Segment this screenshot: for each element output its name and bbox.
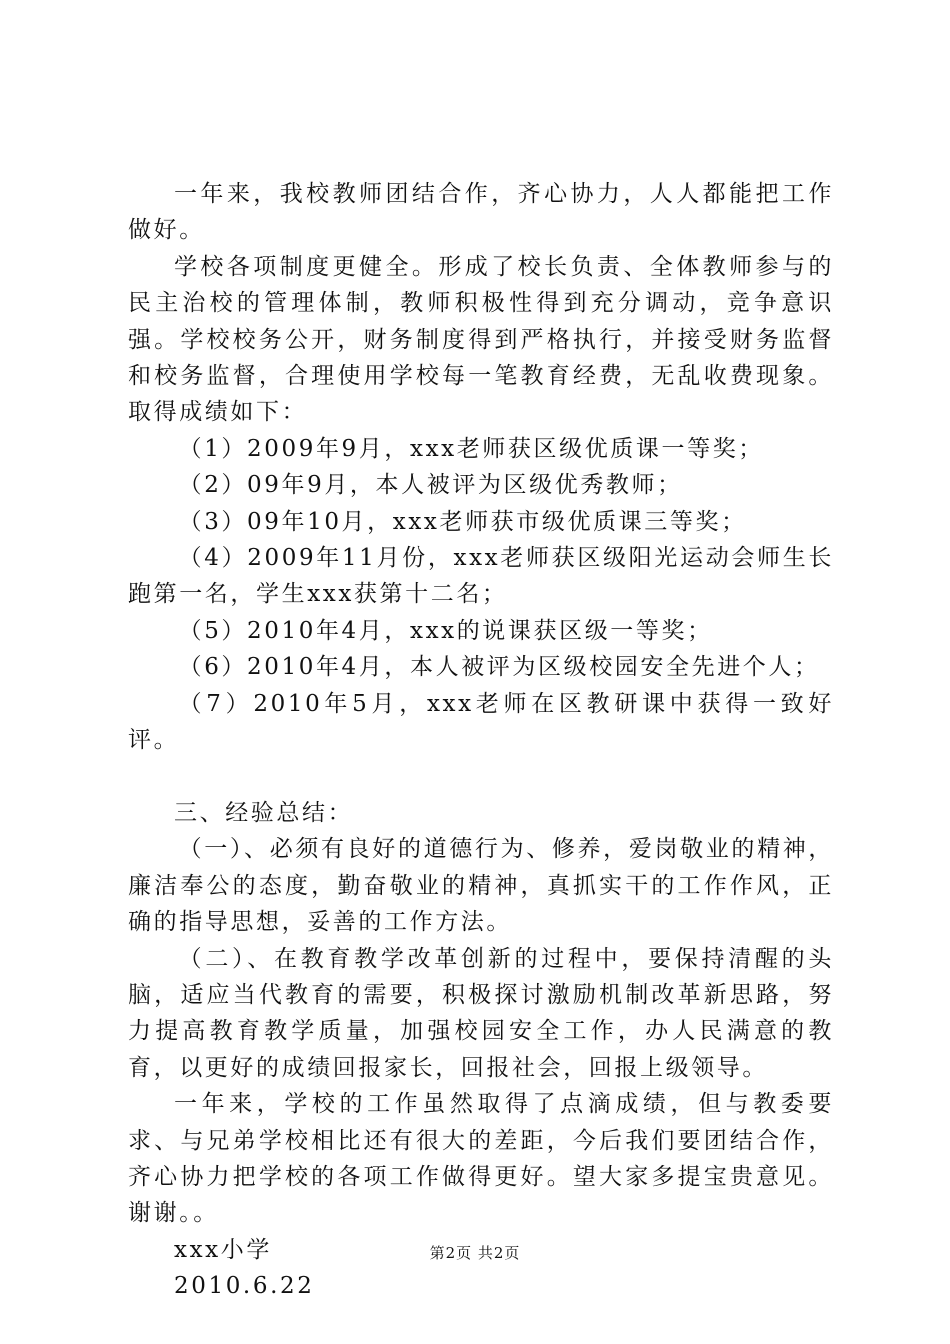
achievement-item-1: （1）2009年9月，xxx老师获区级优质课一等奖； — [178, 435, 764, 462]
experience-item-1: （一）、必须有良好的道德行为、修养，爱岗敬业的精神，廉洁奉公的态度，勤奋敬业的精神，真抓实干的工作作风，正确的指导思想，妥善的工作方法。 — [128, 836, 834, 936]
experience-item-2: （二）、在教育教学改革创新的过程中，要保持清醒的头脑，适应当代教育的需要，积极探讨激励机制改革新思路，努力提高教育教学质量，加强校园安全工作，办人民满意的教育，以更好的成绩回报家长，回报社会，回报上级领导。 — [128, 945, 834, 1081]
document-body — [128, 176, 834, 1305]
paragraph-intro: 一年来，我校教师团结合作，齐心协力，人人都能把工作做好。 — [128, 181, 834, 244]
achievement-item-7: （7）2010年5月，xxx老师在区教研课中获得一致好评。 — [128, 690, 834, 754]
page-footer: 第2页 共2页 — [429, 1244, 521, 1262]
achievement-item-5: （5）2010年4月，xxx的说课获区级一等奖； — [178, 617, 713, 644]
paragraph-system: 学校各项制度更健全。形成了校长负责、全体教师参与的民主治校的管理体制，教师积极性得到充分调动，竞争意识强。学校校务公开，财务制度得到严格执行，并接受财务监督和校务监督，合理使用学校每一笔教育经费，无乱收费现象。取得成绩如下： — [128, 253, 834, 426]
section-heading: 三、经验总结： — [174, 799, 354, 826]
document-date: 2010.6.22 — [174, 1273, 315, 1300]
achievement-item-6: （6）2010年4月，本人被评为区级校园安全先进个人； — [178, 654, 820, 681]
achievement-item-2: （2）09年9月，本人被评为区级优秀教师； — [178, 472, 683, 499]
blank-line — [128, 759, 834, 795]
paragraph-closing: 一年来，学校的工作虽然取得了点滴成绩，但与教委要求、与兄弟学校相比还有很大的差距，今后我们要团结合作，齐心协力把学校的各项工作做得更好。望大家多提宝贵意见。谢谢。。 — [128, 1091, 834, 1227]
signature: xxx小学 — [174, 1236, 272, 1263]
achievement-item-3: （3）09年10月，xxx老师获市级优质课三等奖； — [178, 508, 747, 535]
achievement-item-4: （4）2009年11月份，xxx老师获区级阳光运动会师生长跑第一名，学生xxx获第十二名； — [128, 545, 834, 608]
